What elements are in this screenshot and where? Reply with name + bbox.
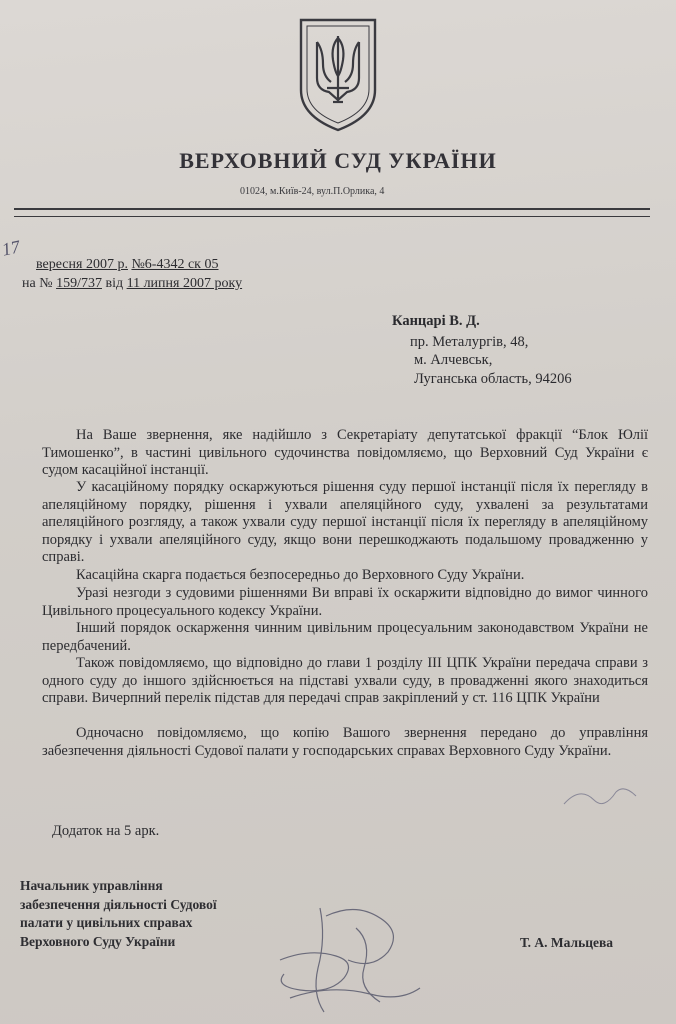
signer-name: Т. А. Мальцева [520,935,614,950]
body-paragraph: Уразі незгоди з судовими рішеннями Ви вправі їх оскаржити відповідно до вимог чинного Цивільного процесуального кодексу України. [42,585,648,619]
body-paragraph: На Ваше звернення, яке надійшло з Секретаріату депутатської фракції “Блок Юлії Тимошенко”, в частині цивільного судочинства повідомляємо, що Верховний Суд України є судом касаційної інстанції. [42,427,648,479]
signer-position-line: Верховного Суду України [20,933,176,949]
header-divider-thick [14,208,650,210]
incoming-prefix: на № [22,276,53,291]
header-divider-thin [14,216,650,217]
addressee-street: пр. Металургів, 48, [410,334,529,350]
body-paragraph: Касаційна скарга подається безпосередньо до Верховного Суду України. [76,567,525,583]
handwritten-day: 17 [0,236,22,260]
attachment-note: Додаток на 5 арк. [52,823,160,839]
addressee-region: Луганська область, 94206 [414,371,572,387]
body-paragraph: Інший порядок оскарження чинним цивільним процесуальним законодавством України не передбачений. [42,620,648,654]
outgoing-reference [36,257,219,273]
signer-position-line: Начальник управління [20,878,163,893]
incoming-reference [22,276,242,292]
incoming-mid: від [105,276,124,291]
signer-position [20,877,217,951]
body-paragraph: Одночасно повідомляємо, що копію Вашого звернення передано до управління забезпечення діяльності Судової палати у господарських справах Верховного Суду України. [42,725,648,759]
incoming-number: 159/737 [56,276,102,291]
body-paragraph: У касаційному порядку оскаржуються рішення суду першої інстанції після їх перегляду в апеляційному порядку, рішення і ухвали апеляційного суду, ухвалені за результатами апеляційного розгляду, а також ухвали суду першої інстанції після їх перегляду в апеляційному порядку і ухвали апеляційного суду, якщо вони перешкоджають подальшому провадженню у справі. [42,479,648,566]
body-paragraph: Також повідомляємо, що відповідно до глави 1 розділу ІІІ ЦПК України передача справи з одного суду до іншого здійснюється на підставі ухвали суду, в провадженні якого знаходиться справи. Вичерпний перелік підстав для передачі справ закріплений у ст. 116 ЦПК України [42,655,648,707]
pen-mark-icon [560,782,640,812]
outgoing-number: №6-4342 ск 05 [131,257,219,272]
court-address: 01024, м.Київ-24, вул.П.Орлика, 4 [240,186,385,197]
addressee-city: м. Алчевськ, [414,352,493,368]
outgoing-date: вересня 2007 р. [36,257,128,272]
handwritten-signature-icon [260,898,430,1018]
signer-position-line: забезпечення діяльності Судової [20,896,217,912]
signer-position-line: палати у цивільних справах [20,915,193,930]
incoming-date: 11 липня 2007 року [126,276,243,291]
addressee-name: Канцарі В. Д. [392,313,480,329]
trident-emblem-icon [293,16,383,134]
court-name-heading: ВЕРХОВНИЙ СУД УКРАЇНИ [179,148,497,173]
